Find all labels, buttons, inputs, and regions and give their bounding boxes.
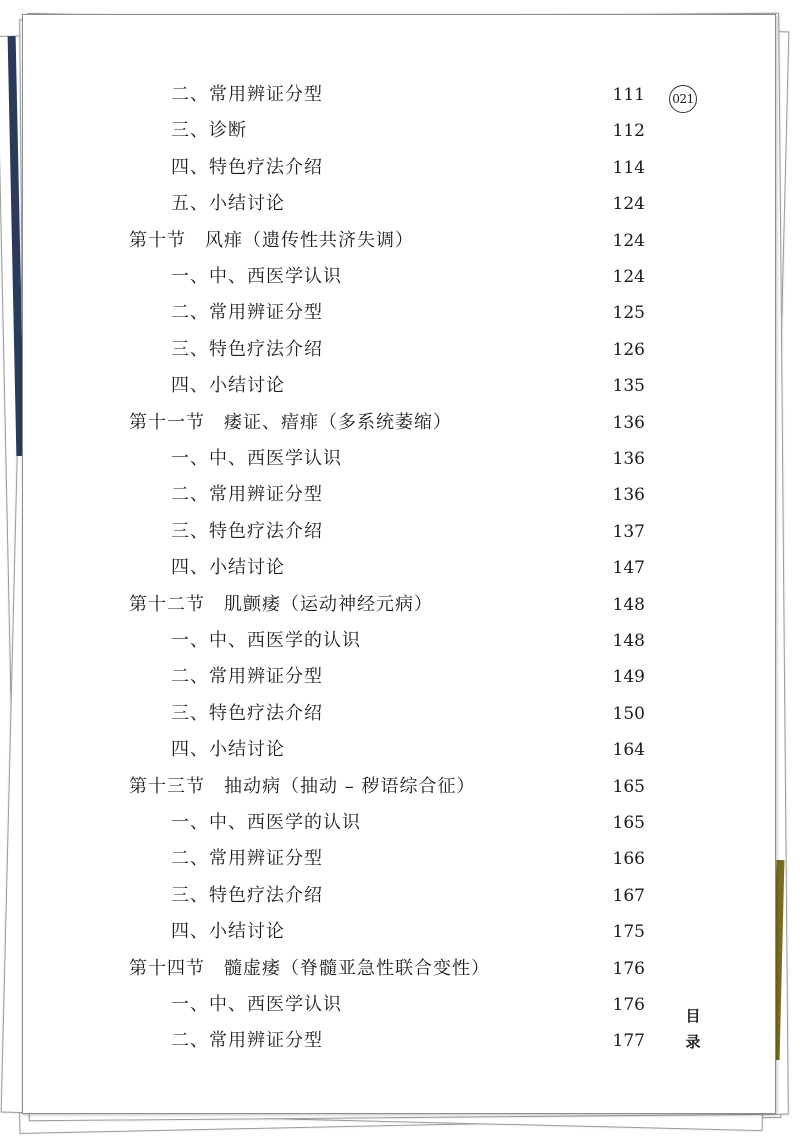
toc-entry-row[interactable]	[23, 662, 775, 692]
toc-page-number: 125	[612, 303, 645, 324]
side-label-char: 目	[685, 1007, 701, 1025]
toc-entry-row[interactable]	[23, 298, 775, 328]
page-number-badge: 021	[669, 85, 697, 113]
toc-entry-title: 二、常用辨证分型	[171, 848, 323, 870]
toc-entry-row[interactable]	[23, 699, 775, 729]
toc-entry-title: 二、常用辨证分型	[171, 302, 323, 324]
toc-page-number: 165	[612, 813, 645, 833]
toc-page-number: 165	[612, 776, 645, 797]
toc-entry-row[interactable]	[23, 844, 775, 874]
toc-page-number: 148	[612, 631, 645, 651]
toc-entry-title: 二、常用辨证分型	[171, 484, 323, 506]
toc-entry-row[interactable]	[23, 116, 775, 146]
toc-page-number: 136	[612, 412, 645, 433]
toc-entry-title: 三、特色疗法介绍	[171, 884, 323, 906]
toc-entry-row[interactable]	[23, 808, 775, 838]
toc-entry-title: 二、常用辨证分型	[171, 84, 323, 105]
toc-entry-title: 三、特色疗法介绍	[171, 520, 323, 542]
toc-page-number: 124	[612, 194, 645, 215]
toc-section-row[interactable]	[23, 590, 775, 620]
toc-entry-title: 第十二节 肌颤痿（运动神经元病）	[129, 593, 433, 615]
toc-entry-title: 三、特色疗法介绍	[171, 338, 323, 360]
toc-entry-title: 第十三节 抽动病（抽动 – 秽语综合征）	[129, 775, 476, 797]
toc-entry-title: 一、中、西医学认识	[171, 266, 342, 287]
toc-entry-row[interactable]	[23, 553, 775, 583]
toc-entry-title: 二、常用辨证分型	[171, 1030, 323, 1052]
toc-entry-title: 四、特色疗法介绍	[171, 156, 323, 178]
toc-entry-title: 一、中、西医学的认识	[171, 812, 361, 833]
toc-page-number: 136	[612, 449, 645, 469]
toc-entry-row[interactable]	[23, 189, 775, 219]
toc-page-number: 124	[612, 230, 645, 251]
toc-entry-title: 一、中、西医学认识	[171, 448, 342, 469]
toc-page-number: 137	[612, 521, 645, 542]
toc-page-number: 149	[612, 667, 645, 688]
toc-entry-title: 四、小结讨论	[171, 557, 285, 579]
toc-page-number: 147	[612, 558, 645, 579]
toc-entry-title: 一、中、西医学的认识	[171, 630, 361, 651]
toc-page-number: 150	[612, 703, 645, 724]
toc-entry-title: 三、诊断	[171, 120, 247, 142]
toc-entry-row[interactable]	[23, 517, 775, 547]
toc-section-row[interactable]	[23, 954, 775, 984]
toc-page-number: 167	[612, 885, 645, 906]
toc-page-number: 176	[612, 995, 645, 1015]
toc-section-row[interactable]	[23, 226, 775, 256]
toc-entry-row[interactable]	[23, 335, 775, 365]
toc-page-number: 126	[612, 339, 645, 360]
toc-entry-title: 一、中、西医学认识	[171, 994, 342, 1015]
toc-entry-title: 第十四节 髓虚痿（脊髓亚急性联合变性）	[129, 957, 490, 979]
toc-page-number: 176	[612, 958, 645, 979]
toc-entry-title: 五、小结讨论	[171, 193, 285, 215]
toc-entry-row[interactable]	[23, 371, 775, 401]
toc-page-number: 177	[612, 1031, 645, 1052]
toc-entry-row[interactable]	[23, 80, 775, 110]
toc-entry-row[interactable]	[23, 626, 775, 656]
toc-entry-title: 三、特色疗法介绍	[171, 702, 323, 724]
toc-page-number: 114	[612, 157, 645, 178]
toc-entry-row[interactable]	[23, 480, 775, 510]
toc-page-number: 112	[612, 121, 645, 142]
toc-page-number: 166	[612, 849, 645, 870]
side-label-char: 录	[685, 1033, 701, 1051]
toc-page	[22, 14, 776, 1114]
toc-page-number: 136	[612, 485, 645, 506]
toc-page-number: 164	[612, 740, 645, 761]
toc-page-number: 111	[612, 85, 645, 105]
toc-page-number: 175	[612, 922, 645, 943]
toc-entry-row[interactable]	[23, 735, 775, 765]
toc-entry-row[interactable]	[23, 153, 775, 183]
toc-section-row[interactable]	[23, 408, 775, 438]
toc-entry-row[interactable]	[23, 881, 775, 911]
toc-entry-title: 第十节 风痱（遗传性共济失调）	[129, 229, 414, 251]
toc-entry-title: 二、常用辨证分型	[171, 666, 323, 688]
toc-entry-row[interactable]	[23, 262, 775, 292]
toc-page-number: 148	[612, 594, 645, 615]
toc-entry-title: 四、小结讨论	[171, 375, 285, 397]
side-label	[683, 1003, 703, 1055]
toc-page-number: 135	[612, 376, 645, 397]
toc-entry-row[interactable]	[23, 917, 775, 947]
toc-entry-row[interactable]	[23, 444, 775, 474]
toc-entry-title: 四、小结讨论	[171, 921, 285, 943]
toc-section-row[interactable]	[23, 772, 775, 802]
toc-entry-row[interactable]	[23, 1026, 775, 1056]
toc-page-number: 124	[612, 267, 645, 287]
toc-entry-title: 四、小结讨论	[171, 739, 285, 761]
toc-entry-title: 第十一节 痿证、瘖痱（多系统萎缩）	[129, 411, 452, 433]
toc-entry-row[interactable]	[23, 990, 775, 1020]
